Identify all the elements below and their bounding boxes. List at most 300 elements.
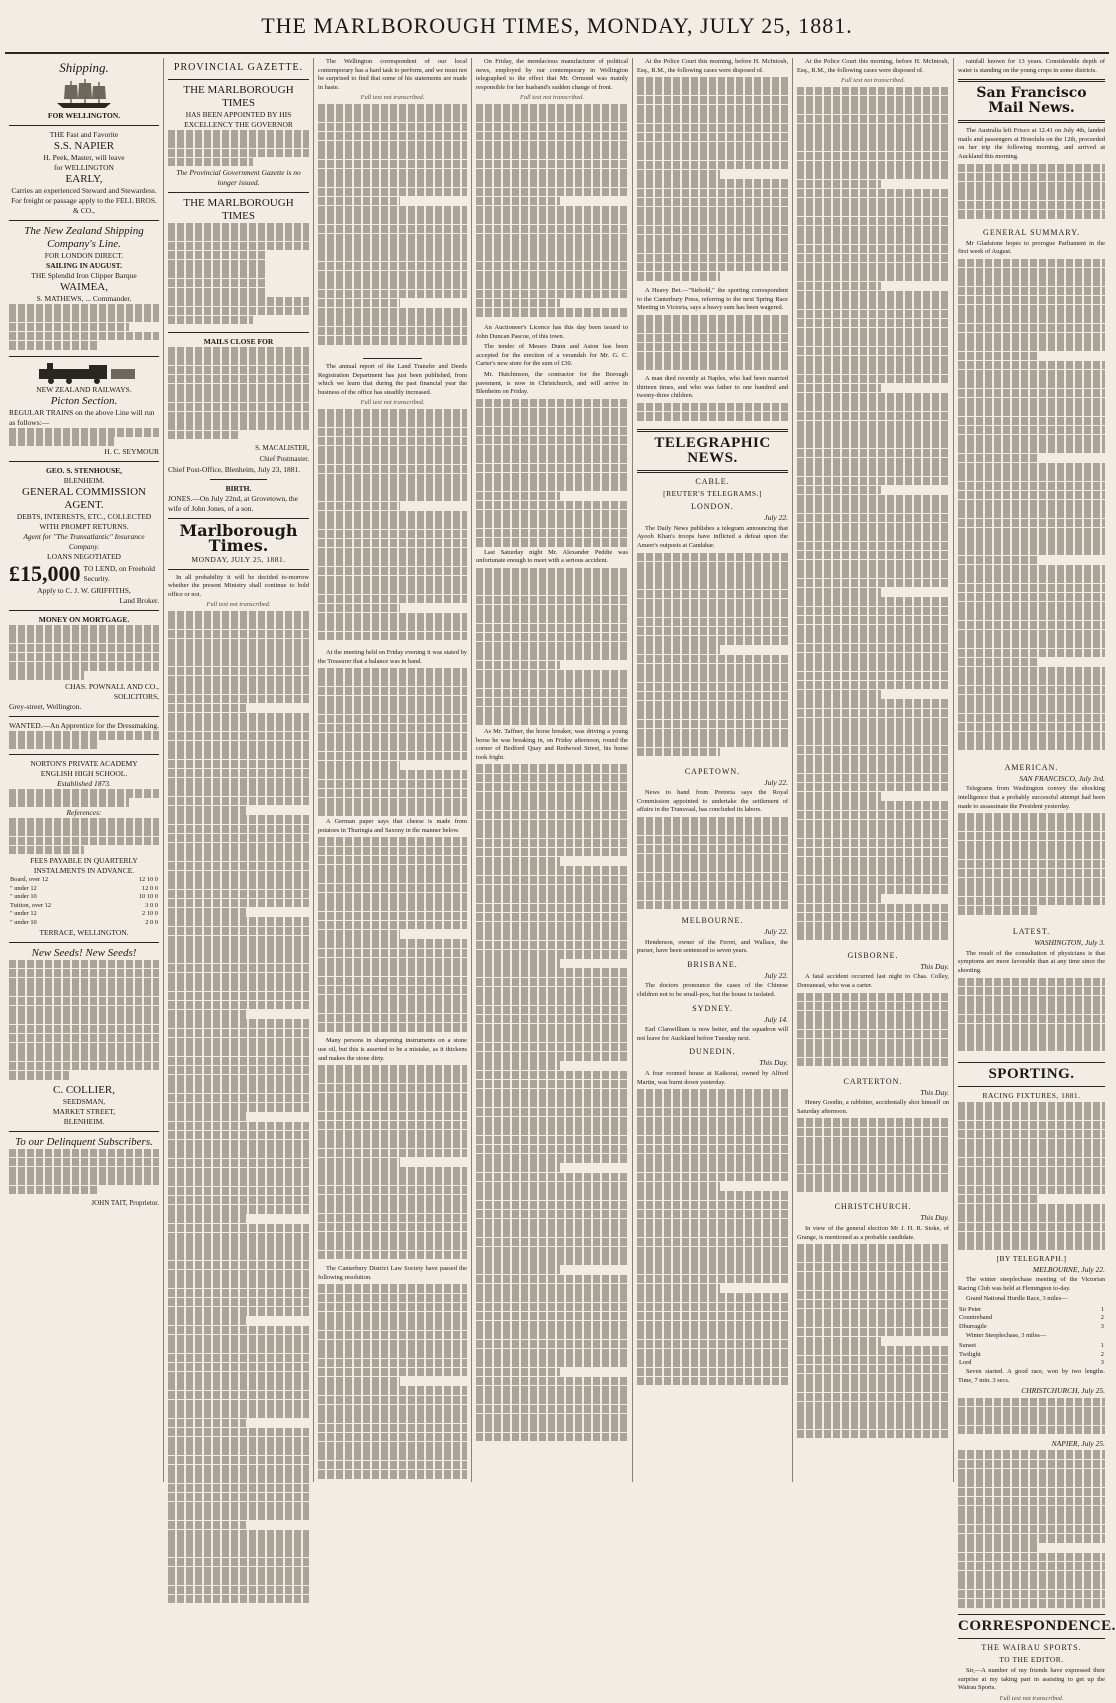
text-line [168, 778, 309, 787]
text-line [168, 1131, 309, 1140]
text-line [476, 308, 628, 317]
horse-breaker: As Mr. Taffner, the horse breaker, was driving a young horse he was breaking in, on Friday afternoon, round the corner of Bedford Quay and Redwood Street, his horse took fright. [476, 727, 628, 761]
text-line [637, 114, 788, 123]
text-line [797, 207, 949, 216]
text-line [797, 523, 949, 532]
text-line [318, 234, 467, 243]
text-line [318, 511, 467, 520]
text-line [958, 1167, 1105, 1176]
text-line [168, 1242, 309, 1251]
text-line [797, 217, 949, 226]
text-line [958, 1580, 1105, 1589]
collier-street: MARKET STREET, [52, 1106, 116, 1116]
text-line [797, 1402, 949, 1411]
text-line [797, 681, 949, 690]
text-line [318, 632, 467, 641]
text-line [958, 1033, 1105, 1042]
text-line [476, 243, 628, 252]
text-line [958, 556, 1039, 565]
text-line [476, 1173, 628, 1182]
text-line [476, 1330, 628, 1339]
correspondence-heading: CORRESPONDENCE. [958, 1618, 1116, 1635]
collier-town: BLENHEIM. [63, 1116, 105, 1126]
text-line [318, 865, 467, 874]
text-line [637, 324, 788, 333]
dunedin-dispatch: A four roomed house at Kaikorai, owned by Alfred Martin, was burnt down yesterday. [637, 1069, 788, 1086]
text-line [637, 334, 788, 343]
text-line [958, 1042, 1105, 1051]
melbourne-dispatch: Henderson, owner of the Ferret, and Wallace, the purser, have been sentenced to seven years. [637, 938, 788, 955]
text-line [168, 890, 309, 899]
text-line [958, 417, 1105, 426]
text-line [318, 1442, 467, 1451]
text-line [168, 760, 309, 769]
text-line [318, 1121, 467, 1130]
text-line [797, 254, 949, 263]
text-line [958, 704, 1105, 713]
text-line [637, 863, 788, 872]
text-line [476, 1293, 628, 1302]
text-line [318, 557, 467, 566]
mortgage-heading: MONEY ON MORTGAGE. [38, 615, 130, 624]
text-line [318, 520, 467, 529]
mails-date: Chief Post-Office, Blenheim, July 23, 1881. [168, 465, 301, 475]
text-line [168, 797, 309, 806]
text-line [797, 1411, 949, 1420]
text-line [476, 1340, 628, 1349]
brisbane-date: July 22. [764, 970, 788, 980]
hurdle-row-value: 1 [1100, 1305, 1104, 1313]
text-line [168, 667, 309, 676]
ship-icon [49, 77, 119, 111]
text-line [637, 882, 788, 891]
text-line [476, 1377, 628, 1386]
text-line [318, 742, 467, 751]
text-line [637, 1321, 788, 1330]
text-line [958, 1005, 1105, 1014]
text-line [637, 1126, 788, 1135]
text-line [168, 1075, 309, 1084]
column-5 [632, 58, 792, 1482]
text-line [168, 1428, 309, 1437]
text-line [168, 1419, 246, 1428]
text-line [318, 1186, 467, 1195]
text-line [318, 530, 467, 539]
text-line [958, 1426, 1105, 1435]
rainfall-report: rainfall known for 13 years. Considerable depth of water is standing on the young crops in some districts. [958, 58, 1105, 74]
text-line [168, 1446, 309, 1455]
horse-breaker-text [476, 764, 628, 1444]
text-line [168, 862, 309, 871]
text-line [637, 1154, 788, 1163]
text-line [318, 428, 467, 437]
naples-text [637, 403, 788, 425]
text-line [797, 607, 949, 616]
text-line [476, 436, 628, 445]
text-line [168, 1066, 309, 1075]
text-line [318, 474, 467, 483]
text-line [318, 789, 467, 798]
text-line [797, 291, 949, 300]
text-line [168, 713, 309, 722]
text-line [797, 820, 949, 829]
hurdle-row-label: Dhurragile [959, 1323, 987, 1331]
picton-section: Picton Section. [50, 395, 118, 407]
dunedin-text [637, 1089, 788, 1389]
text-line [168, 1047, 309, 1056]
text-line [797, 1346, 949, 1355]
text-line [476, 1405, 628, 1414]
text-line [318, 1405, 467, 1414]
mails-signature: S. MACALISTER, [255, 444, 309, 452]
text-line [958, 210, 1105, 219]
text-line [168, 825, 309, 834]
text-line [318, 308, 467, 317]
text-line [958, 1416, 1105, 1425]
text-line [476, 1284, 628, 1293]
text-line [476, 519, 628, 528]
text-line [476, 1052, 628, 1061]
text-line [637, 1145, 788, 1154]
text-line [318, 280, 467, 289]
text-line [168, 1409, 309, 1418]
column-1 [5, 58, 163, 1482]
text-line [797, 1174, 949, 1183]
text-line [476, 1414, 628, 1423]
text-line [797, 1309, 949, 1318]
to-editor: TO THE EDITOR. [999, 1655, 1064, 1665]
text-line [958, 1148, 1105, 1157]
text-line [476, 1108, 628, 1117]
text-line [318, 206, 467, 215]
meeting-report: At the meeting held on Friday evening it was stated by the Treasurer that a balance was in hand. [318, 648, 467, 665]
text-line [797, 263, 949, 272]
text-line [476, 1145, 628, 1154]
text-line [637, 599, 788, 608]
text-line [958, 1102, 1105, 1111]
melbourne-heading: MELBOURNE. [681, 916, 744, 925]
text-line [637, 1136, 788, 1145]
text-line [637, 553, 788, 562]
text-line [318, 780, 467, 789]
text-line [958, 1488, 1105, 1497]
text-line [476, 716, 628, 725]
norton-text [9, 789, 159, 808]
text-line [637, 1377, 788, 1386]
text-line [476, 408, 628, 417]
text-line [476, 894, 628, 903]
napier-contact: For freight or passage apply to the FELL BROS. & CO., [11, 196, 157, 215]
collier-trade: SEEDSMAN, [62, 1096, 106, 1106]
capetown-dispatch: News to hand from Pretoria says the Royal Commission appointed to undertake the settlement of affairs in the Transvaal, has concluded its labors. [637, 789, 788, 814]
text-line [476, 1238, 628, 1247]
text-line [797, 634, 949, 643]
text-line [797, 365, 949, 374]
hurdle-row-value: 2 [1100, 1314, 1104, 1322]
text-line [958, 1497, 1105, 1506]
text-line [797, 477, 949, 486]
text-line [637, 1219, 788, 1228]
mortgage-signature: CHAS. POWNALL AND CO., [65, 682, 159, 691]
text-line [637, 86, 788, 95]
napier-body: Carries an experienced Steward and Stewardess. [11, 186, 157, 195]
columns [5, 58, 1116, 1702]
text-line [318, 1321, 467, 1330]
times-appointed-body: HAS BEEN APPOINTED BY HIS EXCELLENCY THE GOVERNOR [184, 110, 293, 129]
text-line [476, 922, 628, 931]
text-line [797, 319, 949, 328]
law-society-text [318, 1284, 467, 1484]
police-court-text [637, 77, 788, 287]
text-line [168, 1372, 309, 1381]
steeple-results [958, 1342, 1105, 1368]
text-line [958, 649, 1105, 658]
text-line [318, 188, 467, 197]
loan-amount-tail: TO LEND, on Freehold Security. [83, 564, 156, 583]
text-line [637, 235, 788, 244]
text-line [797, 616, 949, 625]
text-line [958, 714, 1105, 723]
text-line [958, 164, 1105, 173]
text-line [476, 774, 628, 783]
text-line [637, 216, 788, 225]
issue-date: MONDAY, JULY 25, 1881. [191, 555, 286, 565]
text-line [168, 1391, 309, 1400]
text-line [168, 1140, 309, 1149]
column-2 [163, 58, 313, 1482]
text-line [958, 509, 1105, 518]
christchurch-dispatch: In view of the general election Mr J. H. R. Stoke, of Grange, is mentioned as a probable candidate. [797, 1224, 949, 1241]
text-line [318, 604, 400, 613]
text-line [168, 973, 309, 982]
text-line [637, 1275, 788, 1284]
hurdle-row-label: Countreband [959, 1314, 993, 1322]
text-line [958, 482, 1105, 491]
text-line [476, 1210, 628, 1219]
text-line [958, 987, 1105, 996]
text-line [958, 611, 1105, 620]
text-line [318, 1294, 467, 1303]
text-line [958, 1534, 1105, 1543]
fees-row-label: " under 12 [10, 910, 37, 918]
vrc-meeting: The winter steeplechase meeting of the Victorian Racing Club was held at Flemington to-day. [958, 1276, 1105, 1292]
law-society: The Canterbury District Law Society have passed the following resolution. [318, 1265, 467, 1281]
norton-established: Established 1873. [57, 779, 111, 788]
napier-destination: for WELLINGTON [54, 163, 114, 172]
text-line [318, 1195, 467, 1204]
text-line [797, 1430, 949, 1439]
political-news-note: Full text not transcribed. [520, 94, 584, 102]
text-line [797, 755, 949, 764]
railway-engine-icon [29, 361, 139, 385]
text-line [168, 1261, 309, 1270]
text-line [318, 1093, 467, 1102]
text-line [958, 1450, 1105, 1459]
official-bodies-text [168, 223, 309, 328]
text-line [797, 579, 949, 588]
text-line [637, 105, 788, 114]
text-line [168, 1084, 309, 1093]
text-line [168, 927, 309, 936]
text-line [318, 1223, 467, 1232]
text-line [318, 1214, 467, 1223]
text-line [318, 668, 467, 677]
text-line [476, 104, 628, 113]
text-line [797, 746, 949, 755]
hurdle-row-value: 3 [1100, 1323, 1104, 1331]
gisborne-date: This Day. [920, 961, 949, 971]
column-3 [313, 58, 471, 1482]
text-line [476, 1303, 628, 1312]
steeple-row-label: Sunset [959, 1342, 977, 1350]
text-line [958, 398, 1105, 407]
text-line [168, 787, 309, 796]
correspondent-text [318, 104, 467, 354]
text-line [476, 482, 628, 491]
text-line [168, 1019, 309, 1028]
text-line [318, 1112, 467, 1121]
text-line [797, 1374, 949, 1383]
text-line [318, 141, 467, 150]
text-line [958, 201, 1105, 210]
text-line [637, 1173, 788, 1182]
text-line [637, 254, 788, 263]
text-line [168, 954, 309, 963]
text-line [797, 1155, 949, 1164]
text-line [637, 412, 788, 421]
text-line [318, 1204, 467, 1213]
text-line [797, 885, 949, 894]
text-line [958, 850, 1105, 859]
text-line [476, 1247, 628, 1256]
potato-cheese: A German paper says that cheese is made from potatoes in Thuringia and Saxony in the manner below. [318, 818, 467, 834]
nz-shipping-subtitle: Company's Line. [47, 238, 121, 250]
napier-master: H. Peek, Master, will leave [43, 153, 125, 162]
text-line [168, 704, 246, 713]
text-line [318, 548, 467, 557]
land-broker: Land Broker. [119, 596, 159, 605]
griffiths-contact: Apply to C. J. W. GRIFFITHS, [37, 586, 131, 595]
text-line [318, 1461, 467, 1470]
text-line [958, 191, 1105, 200]
text-line [637, 1098, 788, 1107]
latest-heading: LATEST. [1012, 927, 1051, 937]
text-line [797, 384, 881, 393]
text-line [318, 1023, 467, 1032]
text-line [168, 899, 309, 908]
text-line [318, 160, 467, 169]
text-line [168, 1493, 309, 1502]
wellington-correspondent: The Wellington correspondent of our local contemporary has a hard task to perform, and we must not be surprised to find that some of his statements are made in haste. [318, 58, 467, 91]
steeple-summary: Seven started. A good race, won by two lengths. Time, 7 min. 3 secs. [958, 1368, 1105, 1384]
text-line [168, 1335, 309, 1344]
text-line [797, 430, 949, 439]
text-line [476, 857, 560, 866]
text-line [476, 123, 628, 132]
text-line [476, 913, 628, 922]
text-line [318, 1377, 400, 1386]
text-line [797, 393, 949, 402]
text-line [318, 150, 467, 159]
text-line [476, 529, 628, 538]
text-line [168, 1400, 309, 1409]
text-line [318, 1149, 467, 1158]
text-line [318, 1102, 467, 1111]
text-line [318, 1176, 467, 1185]
text-line [637, 873, 788, 882]
text-line [958, 277, 1105, 286]
text-line [168, 676, 309, 685]
melbourne-date: July 22. [764, 927, 788, 936]
fees-row-value: 3 0 0 [145, 901, 158, 909]
text-line [476, 783, 628, 792]
nz-shipping-title: The New Zealand Shipping [24, 225, 144, 237]
text-line [318, 132, 467, 141]
text-line [797, 1300, 949, 1309]
text-line [637, 1247, 788, 1256]
fees-row [9, 876, 159, 885]
text-line [318, 327, 467, 336]
fees-row-value: 2 0 0 [145, 918, 158, 926]
text-line [476, 1136, 628, 1145]
text-line [476, 1256, 628, 1265]
shipping-heading: Shipping. [59, 60, 109, 75]
text-line [637, 720, 788, 729]
text-line [476, 510, 628, 519]
text-line [476, 987, 628, 996]
text-line [318, 752, 467, 761]
text-line [637, 738, 788, 747]
text-line [476, 651, 628, 660]
text-line [476, 454, 628, 463]
text-line [797, 1020, 949, 1029]
text-line [958, 906, 1039, 915]
text-line [958, 602, 1105, 611]
text-line [318, 687, 467, 696]
text-line [318, 169, 467, 178]
text-line [476, 1191, 628, 1200]
text-line [958, 1015, 1105, 1024]
text-line [637, 1228, 788, 1237]
gisborne-heading: GISBORNE. [847, 950, 899, 960]
mails-role: Chief Postmaster. [259, 454, 309, 463]
text-line [958, 1599, 1105, 1608]
text-line [476, 1182, 628, 1191]
text-line [958, 1158, 1105, 1167]
text-line [318, 1284, 467, 1293]
hurdle-results [958, 1306, 1105, 1332]
text-line [168, 1196, 309, 1205]
text-line [958, 537, 1105, 546]
text-line [797, 672, 949, 681]
political-news-text [476, 104, 628, 324]
text-line [958, 565, 1105, 574]
text-line [318, 178, 467, 187]
text-line [797, 495, 949, 504]
sf-mail-heading: San Francisco Mail News. [976, 85, 1087, 117]
text-line [637, 836, 788, 845]
text-line [168, 1363, 309, 1372]
text-line [797, 1281, 949, 1290]
text-line [797, 1337, 881, 1346]
text-line [168, 1511, 309, 1520]
text-line [797, 170, 949, 179]
text-line [476, 1275, 628, 1284]
fees-row-label: " under 10 [10, 893, 37, 901]
text-line [476, 1117, 628, 1126]
text-line [476, 1228, 628, 1237]
napier-ship-name: S.S. NAPIER [53, 140, 115, 152]
